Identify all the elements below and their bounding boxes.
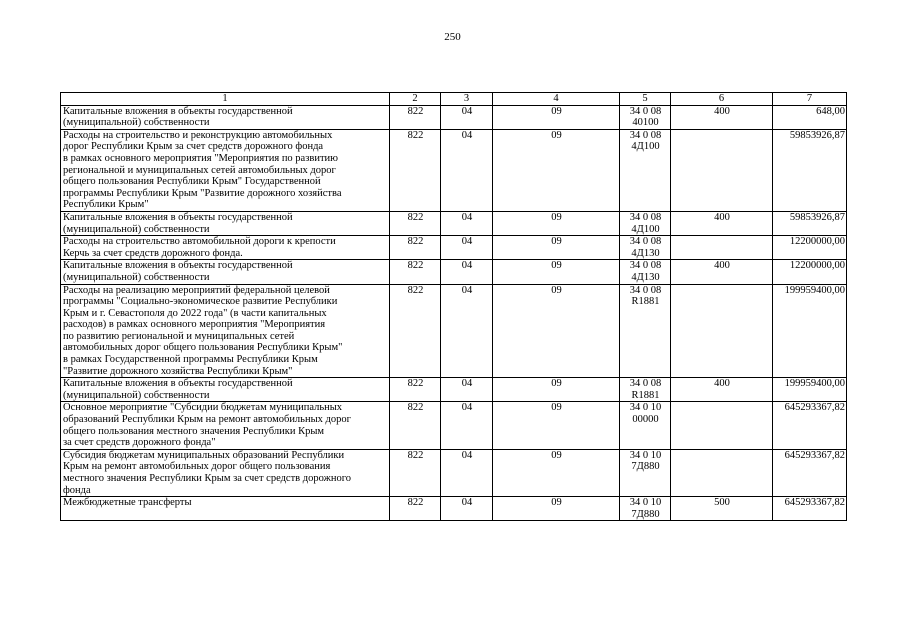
expense-type-cell: [671, 284, 773, 378]
page-number: 250: [444, 31, 461, 43]
column-header: 6: [671, 93, 773, 106]
admin-code-cell: 822: [390, 260, 441, 284]
admin-code-cell: 822: [390, 211, 441, 235]
expense-type-cell: [671, 402, 773, 449]
row-name-cell: Капитальные вложения в объекты государственной (муниципальной) собственности: [61, 260, 390, 284]
admin-code-cell: 822: [390, 378, 441, 402]
target-article-cell: 34 0 10 7Д880: [620, 449, 671, 496]
expense-type-cell: [671, 236, 773, 260]
admin-code-cell: 822: [390, 449, 441, 496]
row-name-cell: Межбюджетные трансферты: [61, 497, 390, 521]
target-article-cell: 34 0 08 4Д100: [620, 211, 671, 235]
subsection-code-cell: 09: [493, 402, 620, 449]
section-code-cell: 04: [441, 236, 493, 260]
subsection-code-cell: 09: [493, 260, 620, 284]
expense-type-cell: 400: [671, 378, 773, 402]
table-row: [61, 211, 847, 235]
row-name-cell: Капитальные вложения в объекты государственной (муниципальной) собственности: [61, 211, 390, 235]
subsection-code-cell: 09: [493, 497, 620, 521]
section-code-cell: 04: [441, 497, 493, 521]
row-name-cell: Расходы на строительство и реконструкцию автомобильных дорог Республики Крым за счет средств дорожного фонда в рамках основного мероприятия "Мероприятия по развитию региональной и муниципальных сетей автомобильных дорог общего пользования Республики Крым" Государственной программы Республики Крым "Развитие дорожного хозяйства Республики Крым": [61, 129, 390, 211]
amount-cell: 59853926,87: [773, 129, 847, 211]
section-code-cell: 04: [441, 129, 493, 211]
expense-type-cell: 500: [671, 497, 773, 521]
section-code-cell: 04: [441, 260, 493, 284]
section-code-cell: 04: [441, 402, 493, 449]
target-article-cell: 34 0 10 7Д880: [620, 497, 671, 521]
target-article-cell: 34 0 08 4Д130: [620, 236, 671, 260]
subsection-code-cell: 09: [493, 378, 620, 402]
subsection-code-cell: 09: [493, 105, 620, 129]
header-row: [61, 93, 847, 106]
target-article-cell: 34 0 08 40100: [620, 105, 671, 129]
table-row: [61, 402, 847, 449]
expense-type-cell: [671, 449, 773, 496]
amount-cell: 59853926,87: [773, 211, 847, 235]
target-article-cell: 34 0 10 00000: [620, 402, 671, 449]
column-header: 2: [390, 93, 441, 106]
admin-code-cell: 822: [390, 402, 441, 449]
table-row: [61, 497, 847, 521]
amount-cell: 199959400,00: [773, 378, 847, 402]
subsection-code-cell: 09: [493, 449, 620, 496]
target-article-cell: 34 0 08 R1881: [620, 284, 671, 378]
admin-code-cell: 822: [390, 284, 441, 378]
row-name-cell: Капитальные вложения в объекты государственной (муниципальной) собственности: [61, 378, 390, 402]
column-header: 7: [773, 93, 847, 106]
subsection-code-cell: 09: [493, 211, 620, 235]
row-name-cell: Расходы на строительство автомобильной дороги к крепости Керчь за счет средств дорожного фонда.: [61, 236, 390, 260]
table-row: [61, 260, 847, 284]
section-code-cell: 04: [441, 449, 493, 496]
expense-type-cell: [671, 129, 773, 211]
amount-cell: 12200000,00: [773, 236, 847, 260]
section-code-cell: 04: [441, 284, 493, 378]
expense-type-cell: 400: [671, 105, 773, 129]
row-name-cell: Основное мероприятие "Субсидии бюджетам муниципальных образований Республики Крым на ремонт автомобильных дорог общего пользования местного значения Республики Крым за счет средств дорожного фонда": [61, 402, 390, 449]
expense-type-cell: 400: [671, 211, 773, 235]
table-row: [61, 449, 847, 496]
amount-cell: 645293367,82: [773, 402, 847, 449]
amount-cell: 12200000,00: [773, 260, 847, 284]
row-name-cell: Расходы на реализацию мероприятий федеральной целевой программы "Социально-экономическое развитие Республики Крым и г. Севастополя до 2022 года" (в части капитальных расходов) в рамках основного мероприятия "Мероприятия по развитию региональной и муниципальных сетей автомобильных дорог общего пользования Республики Крым" в рамках Государственной программы Республики Крым "Развитие дорожного хозяйства Республики Крым": [61, 284, 390, 378]
target-article-cell: 34 0 08 4Д100: [620, 129, 671, 211]
section-code-cell: 04: [441, 105, 493, 129]
table-row: [61, 236, 847, 260]
amount-cell: 645293367,82: [773, 497, 847, 521]
amount-cell: 648,00: [773, 105, 847, 129]
amount-cell: 199959400,00: [773, 284, 847, 378]
table-row: [61, 378, 847, 402]
section-code-cell: 04: [441, 211, 493, 235]
column-header: 1: [61, 93, 390, 106]
admin-code-cell: 822: [390, 236, 441, 260]
column-header: 3: [441, 93, 493, 106]
budget-table: [60, 92, 847, 521]
row-name-cell: Капитальные вложения в объекты государственной (муниципальной) собственности: [61, 105, 390, 129]
subsection-code-cell: 09: [493, 129, 620, 211]
column-header: 5: [620, 93, 671, 106]
table-row: [61, 129, 847, 211]
column-header: 4: [493, 93, 620, 106]
section-code-cell: 04: [441, 378, 493, 402]
expense-type-cell: 400: [671, 260, 773, 284]
admin-code-cell: 822: [390, 105, 441, 129]
amount-cell: 645293367,82: [773, 449, 847, 496]
table-row: [61, 105, 847, 129]
target-article-cell: 34 0 08 4Д130: [620, 260, 671, 284]
table-row: [61, 284, 847, 378]
row-name-cell: Субсидия бюджетам муниципальных образований Республики Крым на ремонт автомобильных дорог общего пользования местного значения Республики Крым за счет средств дорожного фонда: [61, 449, 390, 496]
admin-code-cell: 822: [390, 129, 441, 211]
subsection-code-cell: 09: [493, 236, 620, 260]
admin-code-cell: 822: [390, 497, 441, 521]
target-article-cell: 34 0 08 R1881: [620, 378, 671, 402]
subsection-code-cell: 09: [493, 284, 620, 378]
